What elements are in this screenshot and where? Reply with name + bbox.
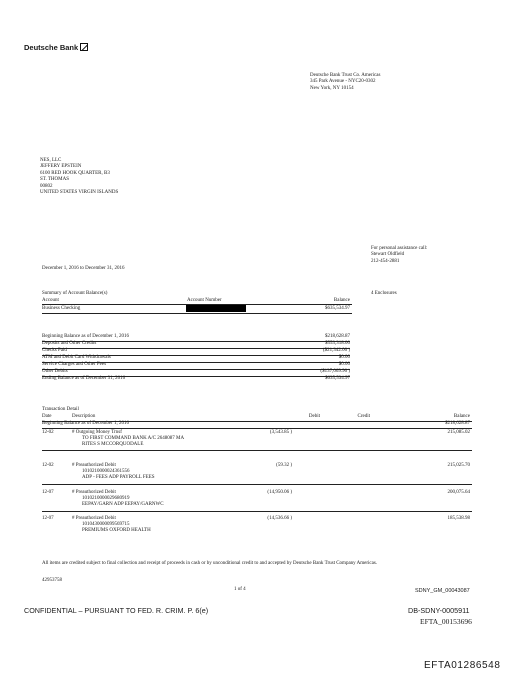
balance-line <box>42 341 350 347</box>
tx-balance: 215,025.70 <box>447 463 470 468</box>
page-number: 1 of 4 <box>234 587 246 592</box>
tx-description <box>72 490 164 508</box>
tx-beginning-label: Beginning Balance as of December 1, 2016 <box>42 421 130 426</box>
balance-line-label: ATM and Debit Card Withdrawals <box>42 355 111 360</box>
balance-line-value: ($21,342.00 ) <box>322 348 350 353</box>
confidential-notice: CONFIDENTIAL – PURSUANT TO FED. R. CRIM. P. 6(e) <box>24 606 209 615</box>
balance-line-label: Checks Paid <box>42 348 67 353</box>
customer-address-line: ST. THOMAS <box>40 177 69 183</box>
tx-balance: 200,075.64 <box>447 490 470 495</box>
customer-address-line: 00802 <box>40 183 53 189</box>
customer-address-line: 6100 RED HOOK QUARTER, B3 <box>40 170 110 176</box>
tx-date: 12-02 <box>42 463 54 468</box>
summary-account-name: Business Checking <box>42 306 81 311</box>
balance-line-label: Ending Balance as of December 31, 2016 <box>42 376 126 381</box>
balance-line <box>42 355 350 361</box>
enclosures-count: 4 Enclosures <box>371 291 397 296</box>
customer-address-line: NES, LLC <box>40 158 62 163</box>
balance-line-value: $0.00 <box>338 355 350 360</box>
balance-line-value: $553,318.00 <box>325 341 350 346</box>
tx-desc-line: EEPAY/GARN ADP EEPAY/GARNWC <box>82 502 164 507</box>
tx-balance: 215,085.02 <box>447 430 470 435</box>
efta-inner-number: EFTA_00153696 <box>420 617 472 626</box>
tx-desc-line: TO FIRST COMMAND BANK A/C 2648087 MA <box>82 436 185 441</box>
balance-line-value: $218,628.87 <box>325 334 350 339</box>
customer-address <box>40 158 118 196</box>
balance-line-value: $0.00 <box>338 362 350 367</box>
tx-description <box>72 430 184 448</box>
tx-balance: 185,538.98 <box>447 516 470 521</box>
tx-col-credit: Credit <box>357 414 370 419</box>
transaction-heading: Transaction Detail <box>42 407 79 412</box>
balance-line-label: Deposits and Other Credits <box>42 341 97 346</box>
efta-outer-number: EFTA01286548 <box>424 660 501 671</box>
assistance-line: Stewart Oldfield <box>371 252 405 258</box>
tx-desc-line: # Outgoing Money Trnsf <box>72 430 122 435</box>
reference-number: 42953758 <box>42 578 62 583</box>
tx-desc-line: 1010430000099569715 <box>82 522 130 527</box>
summary-col-account-number: Account Number <box>187 298 222 303</box>
balance-line-label: Beginning Balance as of December 1, 2016 <box>42 334 130 339</box>
summary-col-balance: Balance <box>333 298 350 303</box>
db-sdny-number: DB-SDNY-0005911 <box>408 606 470 615</box>
summary-col-account: Account <box>42 298 59 303</box>
logo-slash-icon <box>80 43 88 51</box>
tx-col-description: Description <box>72 414 96 419</box>
summary-heading: Summary of Account Balance(s) <box>42 291 108 296</box>
tx-date: 12-02 <box>42 430 54 435</box>
tx-desc-line: RITES S MCCORQUODALE <box>82 442 144 447</box>
bank-address-line: New York, NY 10154 <box>310 85 354 91</box>
tx-debit: (14,950.06 ) <box>267 490 292 495</box>
tx-debit: (14,536.66 ) <box>267 516 292 521</box>
tx-description <box>72 516 151 534</box>
deutsche-bank-logo <box>24 43 88 52</box>
tx-desc-line: ADP - FEES ADP PAYROLL FEES <box>82 475 155 480</box>
balance-line <box>42 369 350 375</box>
tx-description <box>72 463 155 481</box>
bank-address <box>310 73 380 92</box>
customer-address-line: JEFFERY EPSTEIN <box>40 164 82 170</box>
statement-period: December 1, 2016 to December 31, 2016 <box>42 266 125 271</box>
tx-debit: (3,543.85 ) <box>269 430 292 435</box>
assistance-contact <box>371 246 427 265</box>
balance-line <box>42 348 350 354</box>
tx-date: 12-07 <box>42 490 54 495</box>
balance-line-value: ($137,069.90 ) <box>320 369 350 374</box>
balance-line <box>42 334 350 340</box>
disclaimer: All items are credited subject to final collection and receipt of proceeds in cash or by unconditional credit to and accepted by Deutsche Bank Trust Company Americas. <box>42 561 378 566</box>
tx-beginning-value: $218,628.87 <box>445 421 470 426</box>
tx-desc-line: 1010210000024361556 <box>82 469 130 474</box>
assistance-line: 212-454-2881 <box>371 258 400 264</box>
logo-text: Deutsche Bank <box>24 43 79 52</box>
redaction-box <box>186 305 246 312</box>
customer-address-line: UNITED STATES VIRGIN ISLANDS <box>40 190 119 196</box>
balance-line-value: $635,534.97 <box>325 376 350 381</box>
balance-line-label: Service Charges and Other Fees <box>42 362 107 367</box>
assistance-line: For personal assistance call: <box>371 246 428 251</box>
tx-col-date: Date <box>42 414 52 419</box>
summary-account-balance: $635,534.97 <box>325 306 350 311</box>
tx-desc-line: PREMIUMS OXFORD HEALTH <box>82 528 151 533</box>
tx-debit: (59.32 ) <box>276 463 292 468</box>
tx-desc-line: # Preauthorized Debit <box>72 490 116 495</box>
bank-address-line: 345 Park Avenue - NYC20-0302 <box>310 79 376 85</box>
tx-col-balance: Balance <box>453 414 470 419</box>
tx-desc-line: 1010210000029680919 <box>82 496 130 501</box>
balance-line <box>42 376 350 382</box>
tx-desc-line: # Preauthorized Debit <box>72 463 116 468</box>
tx-date: 12-07 <box>42 516 54 521</box>
balance-line <box>42 362 350 368</box>
sdny-code: SDNY_GM_00043087 <box>415 588 470 594</box>
tx-desc-line: # Preauthorized Debit <box>72 516 116 521</box>
bank-address-line: Deutsche Bank Trust Co. Americas <box>310 73 381 78</box>
balance-line-label: Other Debits <box>42 369 68 374</box>
tx-col-debit: Debit <box>308 414 320 419</box>
